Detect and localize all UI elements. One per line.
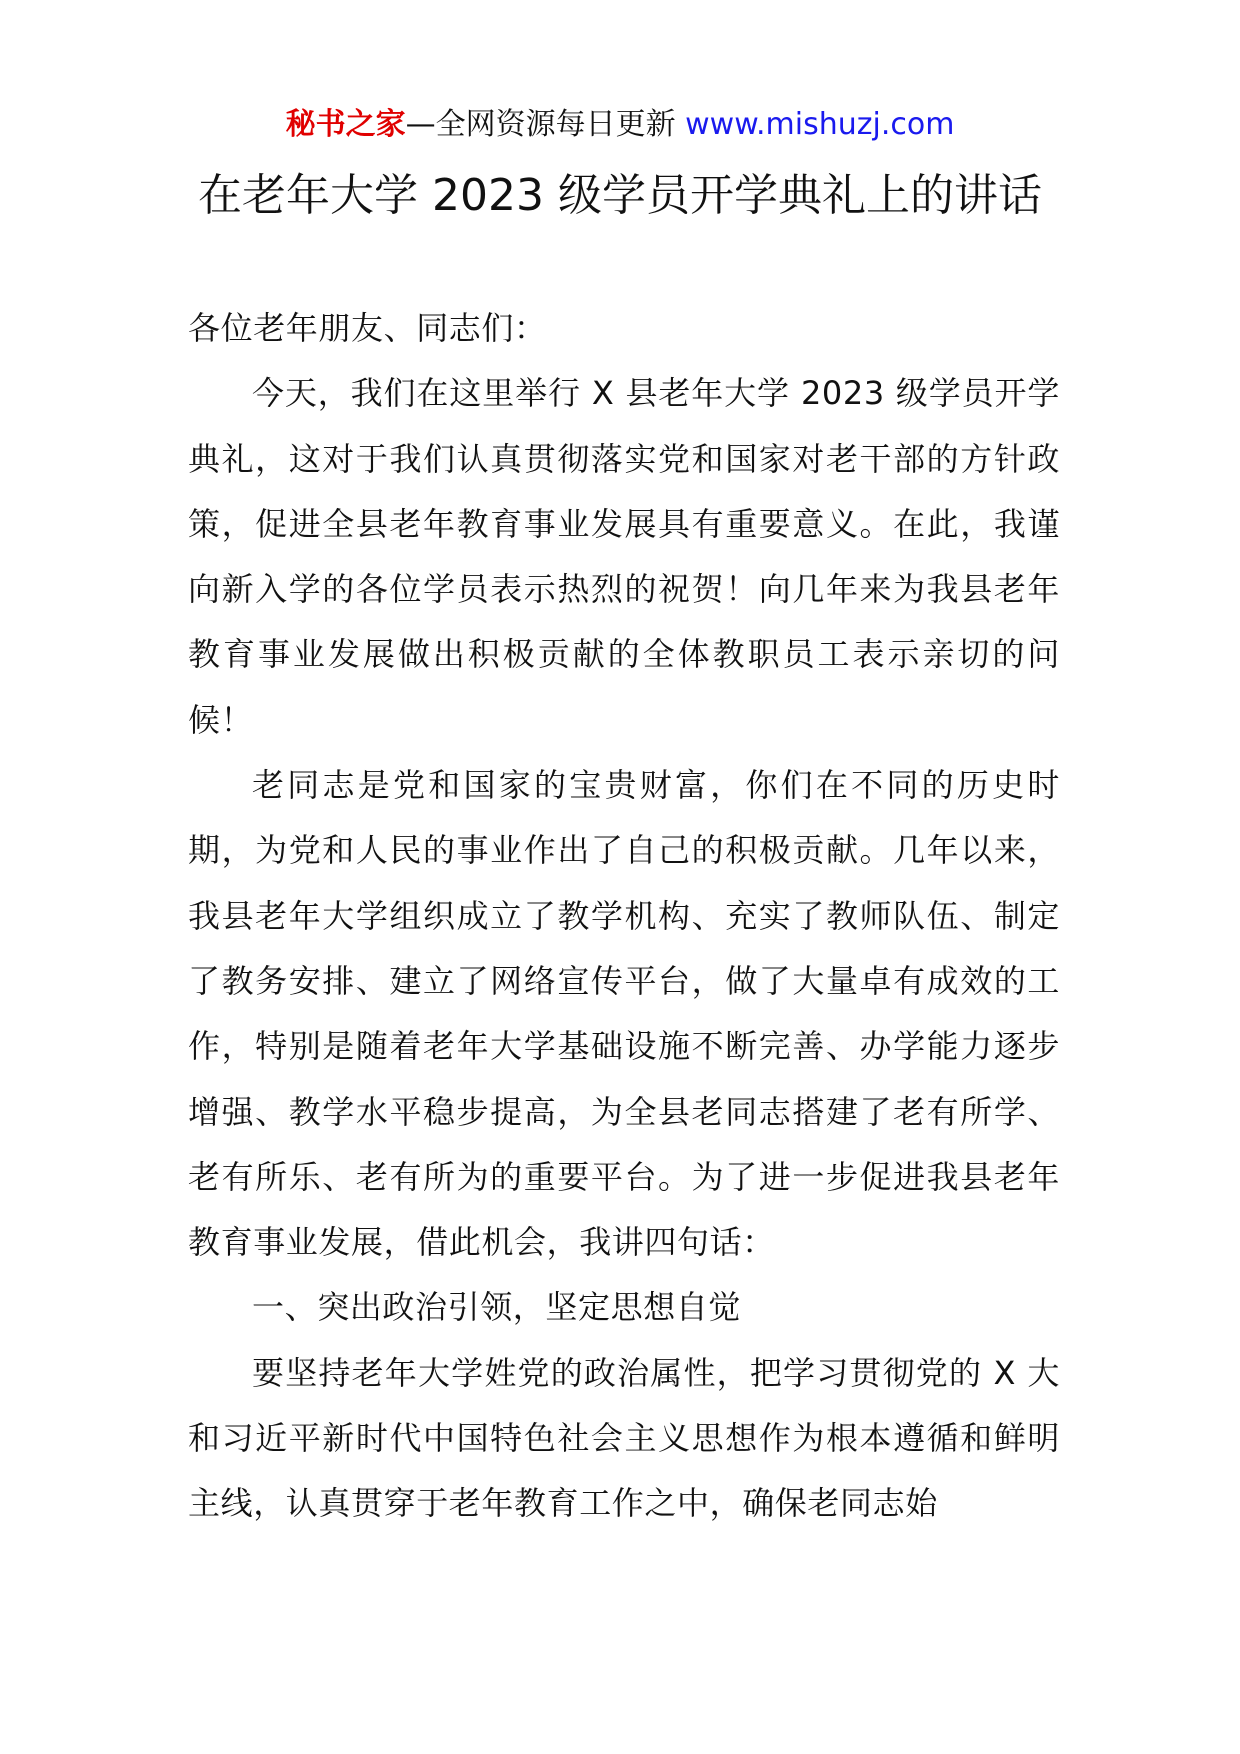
brand-name: 秘书之家 <box>285 107 406 142</box>
salutation: 各位老年朋友、同志们： <box>188 309 547 347</box>
document-body <box>188 296 1060 1537</box>
site-header <box>0 100 1240 150</box>
header-tagline: —全网资源每日更新 <box>405 107 686 142</box>
section-heading: 一、突出政治引领，坚定思想自觉 <box>252 1288 742 1327</box>
paragraph: 要坚持老年大学姓党的政治属性，把学习贯彻党的 X 大和习近平新时代中国特色社会主义思想作为根本遵循和鲜明主线，认真贯穿于老年教育工作之中，确保老同志始 <box>188 1353 1060 1523</box>
site-link[interactable]: www.mishuzj.com <box>685 107 955 142</box>
paragraph: 老同志是党和国家的宝贵财富，你们在不同的历史时期，为党和人民的事业作出了自己的积极贡献。几年以来，我县老年大学组织成立了教学机构、充实了教师队伍、制定了教务安排、建立了网络宣传平台，做了大量卓有成效的工作，特别是随着老年大学基础设施不断完善、办学能力逐步增强、教学水平稳步提高，为全县老同志搭建了老有所学、老有所乐、老有所为的重要平台。为了进一步促进我县老年教育事业发展，借此机会，我讲四句话： <box>188 766 1060 1262</box>
document-title: 在老年大学 2023 级学员开学典礼上的讲话 <box>198 170 1042 221</box>
paragraph: 今天，我们在这里举行 X 县老年大学 2023 级学员开学典礼，这对于我们认真贯彻落实党和国家对老干部的方针政策，促进全县老年教育事业发展具有重要意义。在此，我谨向新入学的各位学员表示热烈的祝贺！向几年来为我县老年教育事业发展做出积极贡献的全体教职员工表示亲切的问候！ <box>188 374 1060 739</box>
